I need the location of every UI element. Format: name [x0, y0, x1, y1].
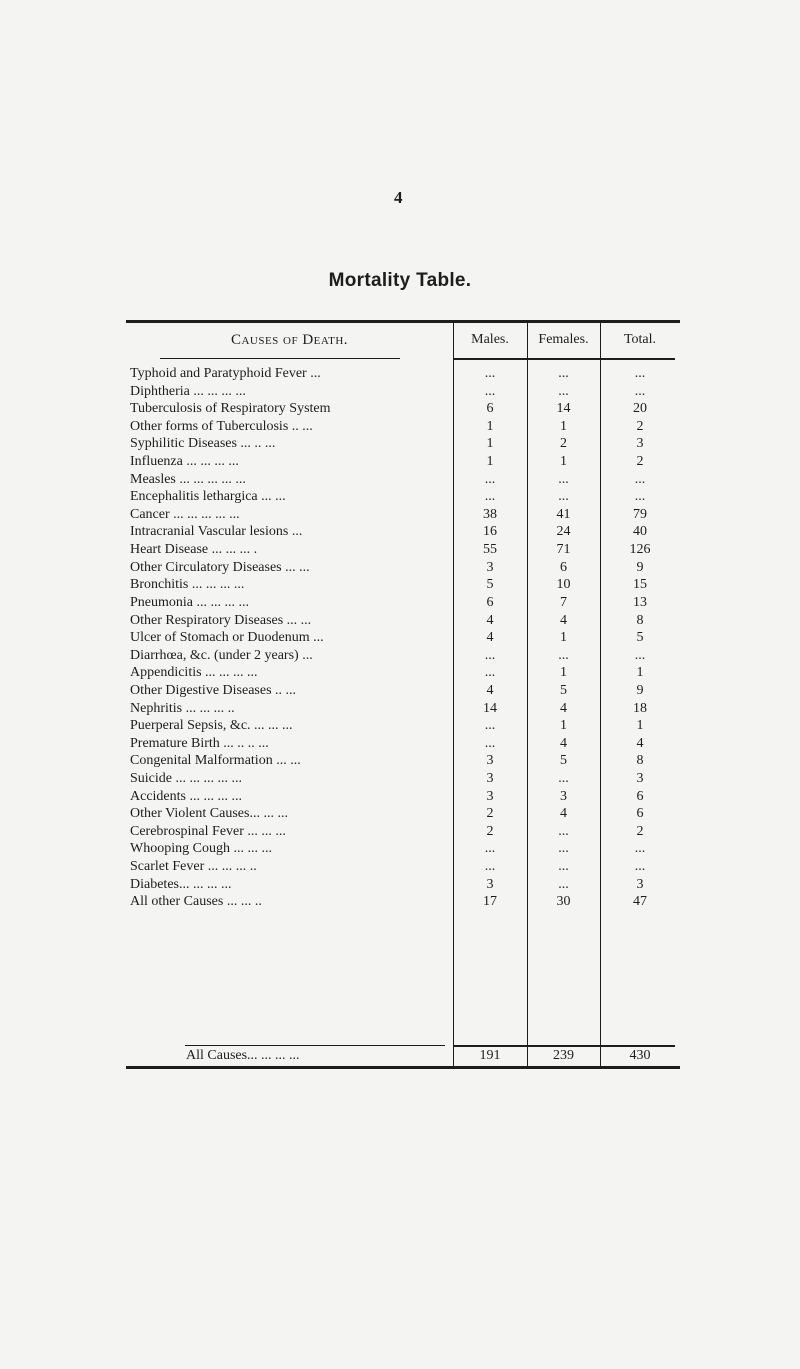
row-cause: Other forms of Tuberculosis .. ... [130, 418, 313, 434]
row-total: 3 [636, 771, 644, 787]
table-row [0, 418, 800, 436]
row-total: 18 [633, 700, 647, 716]
row-males: 55 [483, 542, 497, 558]
row-total: 4 [636, 735, 644, 751]
row-females: ... [558, 383, 569, 399]
header-rule [160, 358, 400, 359]
row-females: 4 [560, 700, 567, 716]
table-row [0, 523, 800, 541]
row-cause: Scarlet Fever ... ... ... .. [130, 859, 257, 875]
row-cause: Congenital Malformation ... ... [130, 753, 301, 769]
row-total: 5 [636, 630, 644, 646]
row-total: 15 [633, 577, 647, 593]
row-males: ... [484, 489, 496, 505]
row-total: 1 [636, 665, 644, 681]
row-total: 126 [629, 542, 651, 558]
row-females: 6 [560, 559, 567, 575]
row-total: ... [634, 841, 646, 857]
row-males: 38 [483, 506, 497, 522]
row-cause: Accidents ... ... ... ... [130, 788, 242, 804]
row-males: 16 [483, 524, 497, 540]
header-females: Females. [538, 332, 589, 347]
row-males: 2 [486, 823, 494, 839]
row-cause: Other Respiratory Diseases ... ... [130, 612, 312, 628]
row-females: 2 [560, 436, 567, 452]
row-cause: Bronchitis ... ... ... ... [130, 577, 245, 593]
row-males: 4 [486, 612, 494, 628]
row-total: ... [634, 859, 646, 875]
footer-rule [185, 1045, 445, 1046]
table-row [0, 488, 800, 506]
row-cause: Encephalitis lethargica ... ... [130, 489, 286, 505]
row-females: ... [558, 771, 569, 787]
row-females: 1 [560, 418, 567, 434]
table-row [0, 823, 800, 841]
header-causes: Causes of Death. [230, 332, 349, 348]
row-females: 5 [560, 682, 567, 698]
table-top-rule [126, 320, 680, 323]
row-females: 7 [560, 594, 567, 610]
table-row [0, 383, 800, 401]
row-total: ... [634, 647, 646, 663]
row-females: 5 [560, 753, 567, 769]
row-males: 14 [483, 700, 497, 716]
table-row [0, 788, 800, 806]
table-row [0, 876, 800, 894]
row-females: ... [558, 876, 569, 892]
row-females: 3 [560, 788, 567, 804]
row-males: 3 [486, 559, 494, 575]
row-cause: All other Causes ... ... .. [130, 894, 262, 910]
table-row [0, 770, 800, 788]
row-total: 2 [636, 454, 644, 470]
row-females: 14 [556, 401, 571, 417]
row-total: 13 [633, 594, 647, 610]
row-males: ... [484, 366, 496, 381]
row-cause: Diabetes... ... ... ... [130, 876, 232, 892]
row-females: 71 [556, 542, 571, 558]
table-row [0, 541, 800, 559]
row-males: ... [484, 471, 496, 487]
row-cause: Ulcer of Stomach or Duodenum ... [130, 630, 324, 646]
row-cause: Heart Disease ... ... ... . [130, 542, 258, 558]
row-cause: Measles ... ... ... ... ... [130, 471, 246, 487]
row-males: 5 [486, 577, 494, 593]
page-number: 4 [394, 188, 403, 207]
row-cause: Premature Birth ... .. .. ... [130, 735, 269, 751]
table-row [0, 840, 800, 858]
row-females: ... [558, 823, 569, 839]
row-cause: Diphtheria ... ... ... ... [130, 383, 246, 399]
header-males: Males. [471, 332, 509, 347]
row-total: 9 [636, 682, 644, 698]
row-cause: Suicide ... ... ... ... ... [130, 771, 242, 787]
table-row [0, 647, 800, 665]
page-title: Mortality Table. [328, 270, 472, 291]
row-total: 3 [636, 876, 644, 892]
row-males: 1 [486, 436, 494, 452]
row-males: 3 [486, 771, 494, 787]
table-row [0, 400, 800, 418]
row-females: 1 [560, 630, 567, 646]
row-females: 1 [560, 454, 567, 470]
table-row [0, 805, 800, 823]
table-row [0, 594, 800, 612]
row-females: ... [558, 489, 569, 505]
row-total: 79 [633, 506, 647, 522]
row-cause: Other Digestive Diseases .. ... [130, 682, 297, 698]
row-males: 4 [486, 630, 494, 646]
row-cause: Puerperal Sepsis, &c. ... ... ... [130, 718, 293, 734]
row-cause: Tuberculosis of Respiratory System [130, 401, 331, 417]
row-males: 17 [483, 894, 497, 910]
footer-cause: All Causes... ... ... ... [186, 1048, 300, 1063]
row-females: ... [558, 647, 569, 663]
row-females: 1 [560, 665, 567, 681]
row-males: ... [484, 665, 496, 681]
table-row [0, 682, 800, 700]
table-bottom-rule [126, 1066, 680, 1069]
row-cause: Other Violent Causes... ... ... [130, 806, 288, 822]
row-females: ... [558, 859, 569, 875]
row-females: 4 [560, 735, 567, 751]
table-row [0, 559, 800, 577]
row-cause: Diarrhœa, &c. (under 2 years) ... [130, 647, 313, 663]
row-males: 3 [486, 876, 494, 892]
row-males: ... [484, 647, 496, 663]
row-total: 1 [636, 718, 644, 734]
row-total: ... [634, 489, 646, 505]
row-total: 47 [633, 894, 647, 910]
row-males: 4 [486, 682, 494, 698]
table-row [0, 893, 800, 911]
table-body [0, 365, 800, 911]
table-row [0, 435, 800, 453]
row-cause: Cerebrospinal Fever ... ... ... [130, 823, 286, 839]
row-females: ... [558, 841, 569, 857]
row-total: 6 [636, 806, 644, 822]
row-total: 2 [636, 418, 644, 434]
row-males: 1 [486, 418, 494, 434]
row-females: 30 [556, 894, 571, 910]
table-row [0, 471, 800, 489]
row-males: 6 [486, 401, 494, 417]
header-total: Total. [623, 332, 657, 347]
row-cause: Typhoid and Paratyphoid Fever ... [130, 366, 321, 381]
row-total: 6 [636, 788, 644, 804]
row-females: 41 [556, 506, 571, 522]
row-males: 2 [486, 806, 494, 822]
row-cause: Syphilitic Diseases ... .. ... [130, 436, 276, 452]
row-males: ... [484, 841, 496, 857]
row-cause: Pneumonia ... ... ... ... [130, 594, 249, 610]
row-cause: Other Circulatory Diseases ... ... [130, 559, 310, 575]
header-rule [453, 358, 675, 360]
table-row [0, 664, 800, 682]
row-females: 10 [556, 577, 571, 593]
row-total: 2 [636, 823, 644, 839]
table-row [0, 612, 800, 630]
row-total: ... [634, 366, 646, 381]
table-row [0, 453, 800, 471]
row-total: 8 [636, 753, 644, 769]
table-row [0, 576, 800, 594]
table-row [0, 629, 800, 647]
row-total: 8 [636, 612, 644, 628]
row-cause: Appendicitis ... ... ... ... [130, 665, 258, 681]
footer-total: 430 [629, 1048, 651, 1063]
table-row [0, 858, 800, 876]
row-total: 9 [636, 559, 644, 575]
table-row [0, 735, 800, 753]
table-row [0, 365, 800, 383]
row-total: 3 [636, 436, 644, 452]
footer-females: 239 [553, 1048, 574, 1063]
row-females: 4 [560, 612, 567, 628]
table-row [0, 717, 800, 735]
table-row [0, 752, 800, 770]
row-cause: Cancer ... ... ... ... ... [130, 506, 240, 522]
row-cause: Influenza ... ... ... ... [130, 454, 239, 470]
row-males: ... [484, 859, 496, 875]
row-males: 3 [486, 788, 494, 804]
row-cause: Nephritis ... ... ... .. [130, 700, 235, 716]
row-total: ... [634, 383, 646, 399]
table-row [0, 506, 800, 524]
row-cause: Intracranial Vascular lesions ... [130, 524, 303, 540]
row-males: 3 [486, 753, 494, 769]
row-cause: Whooping Cough ... ... ... [130, 841, 272, 857]
row-males: 6 [486, 594, 494, 610]
row-total: 20 [633, 401, 647, 417]
row-males: ... [484, 735, 496, 751]
row-females: ... [558, 471, 569, 487]
table-row [0, 700, 800, 718]
row-males: ... [484, 718, 496, 734]
row-total: ... [634, 471, 646, 487]
row-females: 24 [556, 524, 571, 540]
row-males: 1 [486, 454, 494, 470]
row-females: 1 [560, 718, 567, 734]
footer-males: 191 [479, 1048, 501, 1063]
row-total: 40 [633, 524, 647, 540]
row-males: ... [484, 383, 496, 399]
row-females: ... [558, 366, 569, 381]
row-females: 4 [560, 806, 567, 822]
